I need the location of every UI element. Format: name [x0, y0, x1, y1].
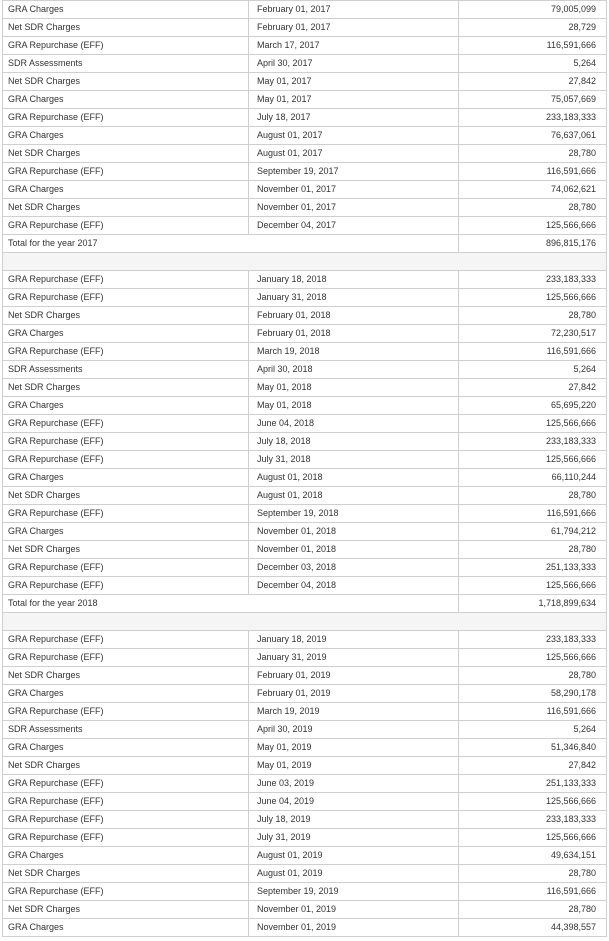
amount-cell: 76,637,061: [459, 127, 607, 145]
table-row: [3, 775, 607, 793]
date-cell: July 31, 2018: [249, 451, 459, 469]
table-row: [3, 289, 607, 307]
type-cell: GRA Charges: [3, 739, 249, 757]
type-cell: Net SDR Charges: [3, 145, 249, 163]
type-cell: GRA Repurchase (EFF): [3, 649, 249, 667]
type-cell: GRA Repurchase (EFF): [3, 217, 249, 235]
type-cell: GRA Charges: [3, 127, 249, 145]
type-cell: GRA Charges: [3, 397, 249, 415]
date-cell: November 01, 2018: [249, 523, 459, 541]
amount-cell: 66,110,244: [459, 469, 607, 487]
type-cell: GRA Charges: [3, 1, 249, 19]
table-row: [3, 919, 607, 937]
amount-cell: 125,566,666: [459, 577, 607, 595]
date-cell: November 01, 2018: [249, 541, 459, 559]
amount-cell: 125,566,666: [459, 829, 607, 847]
date-cell: April 30, 2019: [249, 721, 459, 739]
table-row: [3, 793, 607, 811]
table-row: [3, 163, 607, 181]
table-body: [3, 1, 607, 937]
date-cell: September 19, 2017: [249, 163, 459, 181]
date-cell: June 04, 2019: [249, 793, 459, 811]
date-cell: July 18, 2017: [249, 109, 459, 127]
table-row: [3, 91, 607, 109]
separator-cell: [3, 253, 607, 271]
amount-cell: 116,591,666: [459, 343, 607, 361]
table-row: [3, 217, 607, 235]
type-cell: SDR Assessments: [3, 55, 249, 73]
amount-cell: 5,264: [459, 55, 607, 73]
type-cell: SDR Assessments: [3, 721, 249, 739]
type-cell: GRA Charges: [3, 325, 249, 343]
table-row: [3, 379, 607, 397]
date-cell: June 03, 2019: [249, 775, 459, 793]
type-cell: GRA Repurchase (EFF): [3, 505, 249, 523]
date-cell: November 01, 2017: [249, 199, 459, 217]
amount-cell: 44,398,557: [459, 919, 607, 937]
amount-cell: 74,062,621: [459, 181, 607, 199]
type-cell: Net SDR Charges: [3, 199, 249, 217]
date-cell: May 01, 2017: [249, 73, 459, 91]
type-cell: GRA Repurchase (EFF): [3, 703, 249, 721]
date-cell: June 04, 2018: [249, 415, 459, 433]
date-cell: November 01, 2019: [249, 919, 459, 937]
type-cell: GRA Repurchase (EFF): [3, 775, 249, 793]
type-cell: GRA Repurchase (EFF): [3, 109, 249, 127]
date-cell: March 19, 2018: [249, 343, 459, 361]
amount-cell: 51,346,840: [459, 739, 607, 757]
amount-cell: 116,591,666: [459, 163, 607, 181]
table-row: [3, 883, 607, 901]
amount-cell: 116,591,666: [459, 505, 607, 523]
amount-cell: 233,183,333: [459, 433, 607, 451]
total-amount: 1,718,899,634: [459, 595, 607, 613]
type-cell: GRA Charges: [3, 523, 249, 541]
type-cell: GRA Repurchase (EFF): [3, 883, 249, 901]
type-cell: GRA Repurchase (EFF): [3, 37, 249, 55]
table-row: [3, 847, 607, 865]
amount-cell: 28,729: [459, 19, 607, 37]
table-row: [3, 829, 607, 847]
type-cell: GRA Charges: [3, 847, 249, 865]
amount-cell: 233,183,333: [459, 631, 607, 649]
table-row: [3, 649, 607, 667]
table-row: [3, 415, 607, 433]
date-cell: May 01, 2018: [249, 397, 459, 415]
table-row: [3, 127, 607, 145]
amount-cell: 125,566,666: [459, 451, 607, 469]
type-cell: GRA Repurchase (EFF): [3, 343, 249, 361]
date-cell: May 01, 2018: [249, 379, 459, 397]
table-row: [3, 865, 607, 883]
table-row: [3, 343, 607, 361]
type-cell: Net SDR Charges: [3, 307, 249, 325]
table-row: [3, 811, 607, 829]
date-cell: January 31, 2019: [249, 649, 459, 667]
date-cell: January 18, 2018: [249, 271, 459, 289]
year-total-row: [3, 235, 607, 253]
date-cell: August 01, 2018: [249, 487, 459, 505]
amount-cell: 125,566,666: [459, 217, 607, 235]
amount-cell: 5,264: [459, 361, 607, 379]
amount-cell: 65,695,220: [459, 397, 607, 415]
date-cell: February 01, 2018: [249, 325, 459, 343]
amount-cell: 27,842: [459, 73, 607, 91]
table-row: [3, 325, 607, 343]
type-cell: GRA Repurchase (EFF): [3, 289, 249, 307]
table-row: [3, 19, 607, 37]
type-cell: GRA Repurchase (EFF): [3, 451, 249, 469]
date-cell: September 19, 2019: [249, 883, 459, 901]
table-row: [3, 901, 607, 919]
date-cell: May 01, 2019: [249, 757, 459, 775]
type-cell: GRA Repurchase (EFF): [3, 271, 249, 289]
separator-cell: [3, 613, 607, 631]
amount-cell: 79,005,099: [459, 1, 607, 19]
table-row: [3, 55, 607, 73]
table-row: [3, 487, 607, 505]
date-cell: May 01, 2019: [249, 739, 459, 757]
amount-cell: 61,794,212: [459, 523, 607, 541]
amount-cell: 75,057,669: [459, 91, 607, 109]
amount-cell: 28,780: [459, 307, 607, 325]
table-row: [3, 1, 607, 19]
table-row: [3, 361, 607, 379]
amount-cell: 5,264: [459, 721, 607, 739]
table-row: [3, 433, 607, 451]
date-cell: November 01, 2017: [249, 181, 459, 199]
date-cell: December 04, 2018: [249, 577, 459, 595]
total-amount: 896,815,176: [459, 235, 607, 253]
amount-cell: 116,591,666: [459, 37, 607, 55]
amount-cell: 251,133,333: [459, 559, 607, 577]
amount-cell: 27,842: [459, 757, 607, 775]
table-row: [3, 739, 607, 757]
section-separator: [3, 613, 607, 631]
type-cell: Net SDR Charges: [3, 667, 249, 685]
type-cell: GRA Repurchase (EFF): [3, 163, 249, 181]
type-cell: Net SDR Charges: [3, 379, 249, 397]
date-cell: November 01, 2019: [249, 901, 459, 919]
date-cell: July 31, 2019: [249, 829, 459, 847]
table-row: [3, 703, 607, 721]
amount-cell: 125,566,666: [459, 415, 607, 433]
date-cell: December 03, 2018: [249, 559, 459, 577]
type-cell: Net SDR Charges: [3, 901, 249, 919]
amount-cell: 27,842: [459, 379, 607, 397]
table-row: [3, 37, 607, 55]
type-cell: Net SDR Charges: [3, 19, 249, 37]
date-cell: February 01, 2017: [249, 1, 459, 19]
date-cell: August 01, 2017: [249, 145, 459, 163]
date-cell: February 01, 2019: [249, 685, 459, 703]
type-cell: GRA Repurchase (EFF): [3, 577, 249, 595]
amount-cell: 58,290,178: [459, 685, 607, 703]
amount-cell: 49,634,151: [459, 847, 607, 865]
type-cell: Net SDR Charges: [3, 487, 249, 505]
date-cell: July 18, 2019: [249, 811, 459, 829]
type-cell: GRA Repurchase (EFF): [3, 415, 249, 433]
type-cell: Net SDR Charges: [3, 73, 249, 91]
total-label: Total for the year 2018: [3, 595, 459, 613]
table-row: [3, 271, 607, 289]
table-row: [3, 181, 607, 199]
table-row: [3, 667, 607, 685]
type-cell: GRA Repurchase (EFF): [3, 631, 249, 649]
repayment-schedule-table: [2, 0, 607, 937]
date-cell: April 30, 2018: [249, 361, 459, 379]
date-cell: April 30, 2017: [249, 55, 459, 73]
type-cell: GRA Charges: [3, 469, 249, 487]
table-row: [3, 685, 607, 703]
table-row: [3, 577, 607, 595]
type-cell: GRA Repurchase (EFF): [3, 559, 249, 577]
date-cell: December 04, 2017: [249, 217, 459, 235]
date-cell: January 18, 2019: [249, 631, 459, 649]
amount-cell: 125,566,666: [459, 793, 607, 811]
type-cell: GRA Charges: [3, 919, 249, 937]
table-row: [3, 145, 607, 163]
table-row: [3, 469, 607, 487]
type-cell: GRA Charges: [3, 91, 249, 109]
date-cell: May 01, 2017: [249, 91, 459, 109]
amount-cell: 125,566,666: [459, 649, 607, 667]
amount-cell: 28,780: [459, 667, 607, 685]
amount-cell: 233,183,333: [459, 271, 607, 289]
amount-cell: 125,566,666: [459, 289, 607, 307]
date-cell: March 17, 2017: [249, 37, 459, 55]
type-cell: Net SDR Charges: [3, 541, 249, 559]
type-cell: GRA Repurchase (EFF): [3, 811, 249, 829]
date-cell: August 01, 2019: [249, 847, 459, 865]
table-row: [3, 505, 607, 523]
type-cell: GRA Charges: [3, 685, 249, 703]
date-cell: March 19, 2019: [249, 703, 459, 721]
date-cell: August 01, 2019: [249, 865, 459, 883]
type-cell: GRA Charges: [3, 181, 249, 199]
date-cell: January 31, 2018: [249, 289, 459, 307]
amount-cell: 28,780: [459, 901, 607, 919]
table-row: [3, 199, 607, 217]
amount-cell: 28,780: [459, 541, 607, 559]
total-label: Total for the year 2017: [3, 235, 459, 253]
date-cell: February 01, 2019: [249, 667, 459, 685]
type-cell: GRA Repurchase (EFF): [3, 829, 249, 847]
table-row: [3, 307, 607, 325]
amount-cell: 233,183,333: [459, 811, 607, 829]
table-row: [3, 559, 607, 577]
table-row: [3, 451, 607, 469]
date-cell: July 18, 2018: [249, 433, 459, 451]
date-cell: February 01, 2018: [249, 307, 459, 325]
amount-cell: 116,591,666: [459, 703, 607, 721]
date-cell: February 01, 2017: [249, 19, 459, 37]
amount-cell: 28,780: [459, 487, 607, 505]
type-cell: GRA Repurchase (EFF): [3, 433, 249, 451]
table-row: [3, 631, 607, 649]
amount-cell: 251,133,333: [459, 775, 607, 793]
date-cell: August 01, 2017: [249, 127, 459, 145]
table-row: [3, 397, 607, 415]
date-cell: August 01, 2018: [249, 469, 459, 487]
amount-cell: 28,780: [459, 145, 607, 163]
table-row: [3, 721, 607, 739]
table-row: [3, 109, 607, 127]
type-cell: SDR Assessments: [3, 361, 249, 379]
table-row: [3, 523, 607, 541]
amount-cell: 233,183,333: [459, 109, 607, 127]
table-row: [3, 73, 607, 91]
section-separator: [3, 253, 607, 271]
type-cell: GRA Repurchase (EFF): [3, 793, 249, 811]
amount-cell: 28,780: [459, 865, 607, 883]
amount-cell: 72,230,517: [459, 325, 607, 343]
amount-cell: 28,780: [459, 199, 607, 217]
amount-cell: 116,591,666: [459, 883, 607, 901]
type-cell: Net SDR Charges: [3, 865, 249, 883]
year-total-row: [3, 595, 607, 613]
table-row: [3, 757, 607, 775]
table-row: [3, 541, 607, 559]
type-cell: Net SDR Charges: [3, 757, 249, 775]
date-cell: September 19, 2018: [249, 505, 459, 523]
